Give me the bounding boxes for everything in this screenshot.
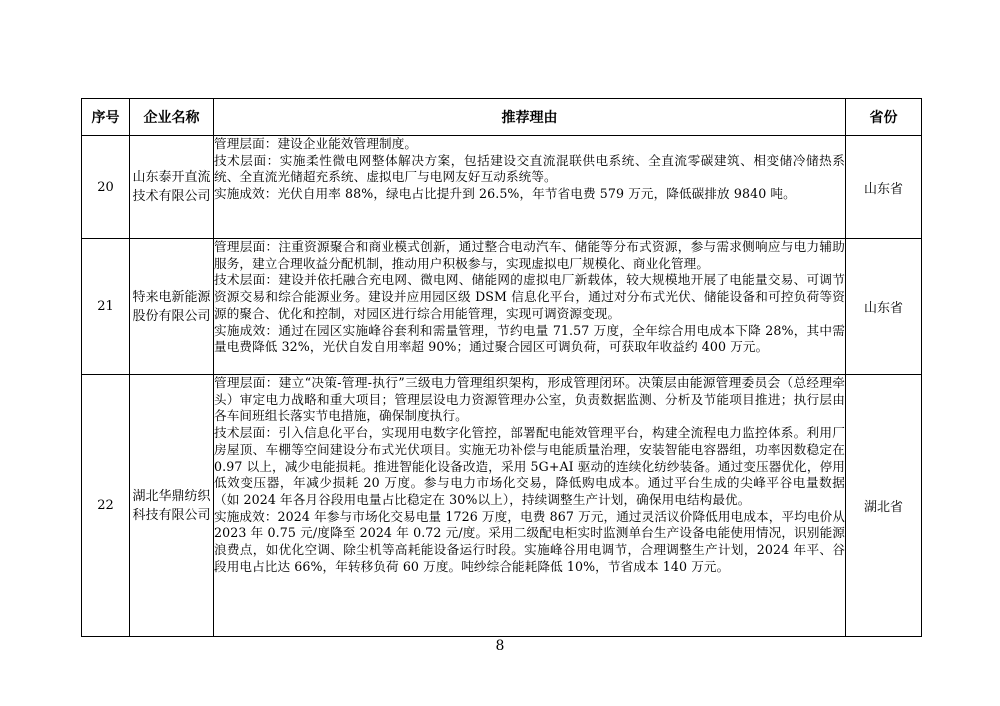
reason-results: 实施成效：通过在园区实施峰谷套利和需量管理，节约电量 71.57 万度，全年综合用电成本下降 28%，其中需量电费降低 32%，光伏自发自用率超 90%；通过聚合园区可调负荷，可获取年收益约 400 万元。 [214,322,845,355]
header-company: 企业名称 [130,99,214,136]
company-name: 特来电新能源股份有限公司 [130,239,214,375]
header-province: 省份 [846,99,922,136]
reason-technology: 技术层面：引入信息化平台，实现用电数字化管控，部署配电能效管理平台，构建全流程电力监控体系。利用厂房屋顶、车棚等空间建设分布式光伏项目。实施无功补偿与电能质量治理，安装智能电容器组，功率因数稳定在 0.97 以上，减少电能损耗。推进智能化设备改造，采用 5G+AI 驱动的连续化纺纱装备。通过变压器优化，停用低效变压器，年减少损耗 20 万度。参与电力市场化交易，降低购电成本。通过平台生成的尖峰平谷电量数据（如 2024 年各月谷段用电量占比稳定在 30%以上），持续调整生产计划，确保用电结构最优。 [214,425,845,507]
recommendation-reason [214,375,846,637]
province: 山东省 [846,136,922,239]
reason-technology: 技术层面：实施柔性微电网整体解决方案，包括建设交直流混联供电系统、全直流零碳建筑、相变储冷储热系统、全直流光储超充系统、虚拟电厂与电网友好互动系统等。 [214,152,845,185]
recommendation-table [81,98,922,637]
province: 山东省 [846,239,922,375]
recommendation-reason [214,239,846,375]
page-number: 8 [495,638,505,654]
table-row [82,136,922,239]
row-number: 22 [82,375,130,637]
table-row [82,375,922,637]
reason-management: 管理层面：建立“决策-管理-执行”三级电力管理组织架构，形成管理闭环。决策层由能源管理委员会（总经理牵头）审定电力战略和重大项目；管理层设电力资源管理办公室，负责数据监测、分析及节能项目推进；执行层由各车间班组长落实节电措施，确保制度执行。 [214,375,845,424]
row-number: 21 [82,239,130,375]
recommendation-reason [214,136,846,239]
table-row [82,239,922,375]
reason-management: 管理层面：注重资源聚合和商业模式创新，通过整合电动汽车、储能等分布式资源，参与需求侧响应与电力辅助服务，建立合理收益分配机制，推动用户积极参与，实现虚拟电厂规模化、商业化管理。 [214,239,845,271]
reason-management: 管理层面：建设企业能效管理制度。 [214,136,418,151]
table-header-row [82,99,922,136]
header-reason: 推荐理由 [214,99,846,136]
reason-results: 实施成效：光伏自用率 88%，绿电占比提升到 26.5%，年节省电费 579 万元，降低碳排放 9840 吨。 [214,186,796,202]
row-number: 20 [82,136,130,239]
reason-technology: 技术层面：建设并依托融合充电网、微电网、储能网的虚拟电厂新载体，较大规模地开展了电能量交易、可调节资源交易和综合能源业务。建设并应用园区级 DSM 信息化平台，通过对分布式光伏、储能设备和可控负荷等资源的聚合、优化和控制，对园区进行综合用能管理，实现可调资源变现。 [214,272,845,321]
header-num: 序号 [82,99,130,136]
company-name: 山东泰开直流技术有限公司 [130,136,214,239]
province: 湖北省 [846,375,922,637]
reason-results: 实施成效：2024 年参与市场化交易电量 1726 万度，电费 867 万元，通过灵活议价降低用电成本，平均电价从 2023 年 0.75 元/度降至 2024 年 0.72 元/度。采用二级配电柜实时监测单台生产设备电能使用情况，识别能源浪费点，如优化空调、除尘机等高耗能设备运行时段。实施峰谷用电调节，合理调整生产计划，2024 年平、谷段用电占比达 66%，年转移负荷 60 万度。吨纱综合能耗降低 10%，节省成本 140 万元。 [214,508,845,574]
company-name: 湖北华鼎纺织科技有限公司 [130,375,214,637]
